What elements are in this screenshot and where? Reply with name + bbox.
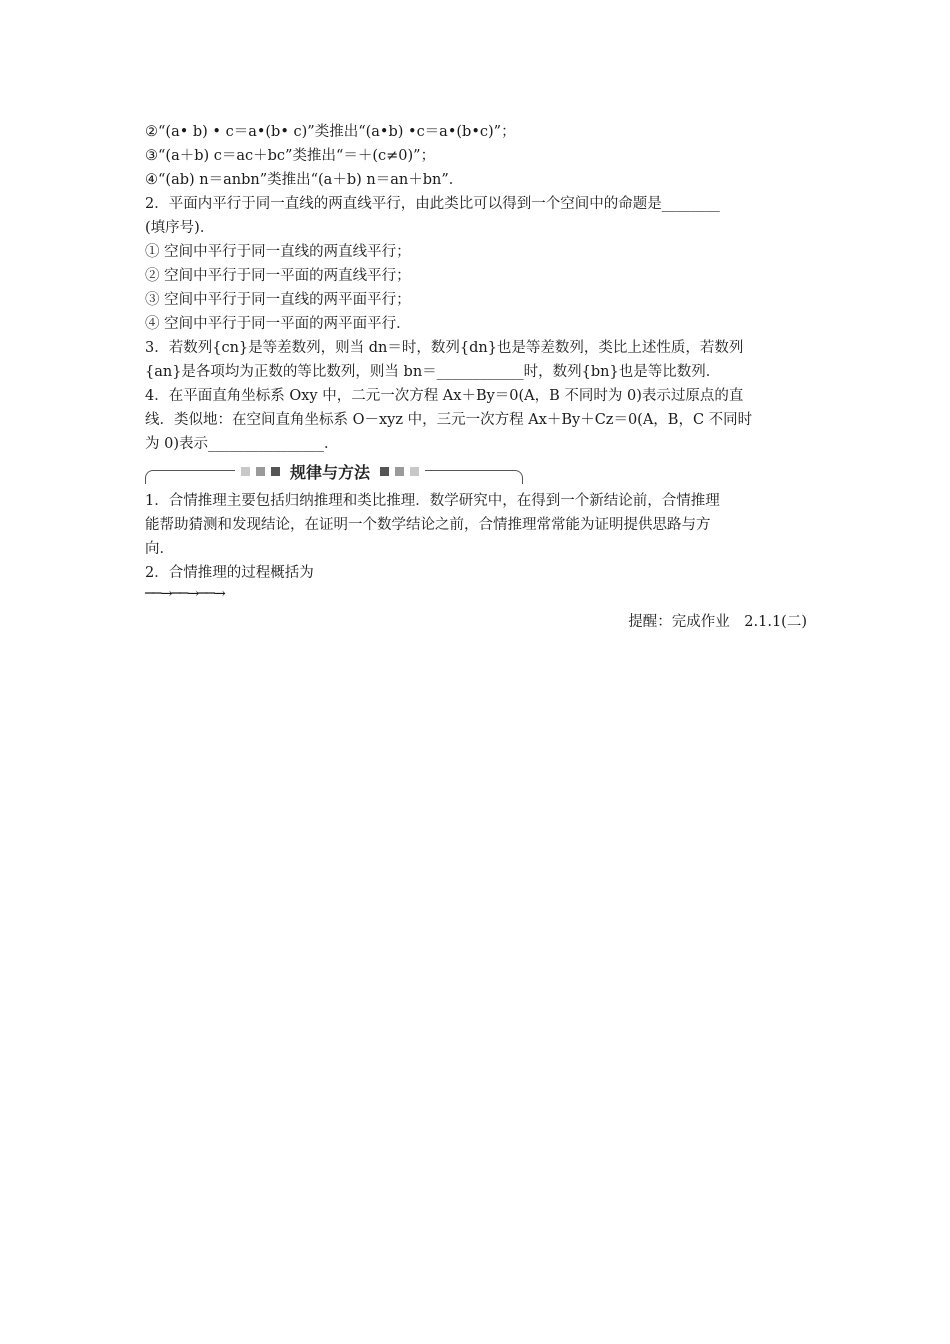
question-4-text-end: 为 0)表示________________． bbox=[145, 436, 339, 452]
question-4-text-cont: 线．类似地：在空间直角坐标系 O－xyz 中，三元一次方程 Ax＋By＋Cz＝0(A，B，C 不同时 bbox=[145, 412, 753, 428]
section-title: 规律与方法 bbox=[290, 462, 371, 482]
method-1-line-2: 能帮助猜测和发现结论，在证明一个数学结论之前，合情推理常常能为证明提供思路与方 bbox=[145, 517, 711, 533]
decor-square-icon bbox=[271, 467, 280, 476]
decor-square-icon bbox=[395, 467, 404, 476]
analogy-item-4: ④“(ab) n＝anbn”类推出“(a＋b) n＝an＋bn”． bbox=[145, 172, 464, 188]
method-1-line-1: 1．合情推理主要包括归纳推理和类比推理．数学研究中，在得到一个新结论前，合情推理 bbox=[145, 493, 720, 509]
analogy-item-2: ②“(a• b) • c＝a•(b• c)”类推出“(a•b) •c＝a•(b•c)”； bbox=[145, 124, 516, 140]
section-header bbox=[145, 460, 525, 486]
question-2-text-cont: (填序号)． bbox=[145, 220, 215, 236]
decor-square-icon bbox=[410, 467, 419, 476]
analogy-item-3: ③“(a＋b) c＝ac＋bc”类推出“＝＋(c≠0)”； bbox=[145, 148, 436, 164]
process-arrows: ──→──→──→ bbox=[145, 586, 225, 602]
question-4-text: 4．在平面直角坐标系 Oxy 中，二元一次方程 Ax＋By＝0(A，B 不同时为 0)表示过原点的直 bbox=[145, 388, 744, 404]
question-3-text-cont: {an}是各项均为正数的等比数列，则当 bn＝____________时，数列{bn}也是等比数列． bbox=[145, 364, 721, 380]
section-header-label bbox=[235, 460, 425, 482]
document-content bbox=[145, 120, 807, 634]
question-3-text: 3．若数列{cn}是等差数列，则当 dn＝时，数列{dn}也是等差数列，类比上述性质，若数列 bbox=[145, 340, 744, 356]
question-2-option-4: ④ 空间中平行于同一平面的两平面平行． bbox=[145, 316, 411, 332]
question-2-option-3: ③ 空间中平行于同一直线的两平面平行； bbox=[145, 292, 411, 308]
question-2-option-2: ② 空间中平行于同一平面的两直线平行； bbox=[145, 268, 411, 284]
method-2-text: 2．合情推理的过程概括为 bbox=[145, 565, 314, 581]
homework-reminder: 提醒：完成作业 2.1.1(二) bbox=[628, 614, 807, 630]
decor-square-icon bbox=[380, 467, 389, 476]
question-2-option-1: ① 空间中平行于同一直线的两直线平行； bbox=[145, 244, 411, 260]
method-1-line-3: 向． bbox=[145, 541, 174, 557]
decor-square-icon bbox=[256, 467, 265, 476]
question-2-text: 2．平面内平行于同一直线的两直线平行，由此类比可以得到一个空间中的命题是________ bbox=[145, 196, 720, 212]
decor-square-icon bbox=[241, 467, 250, 476]
